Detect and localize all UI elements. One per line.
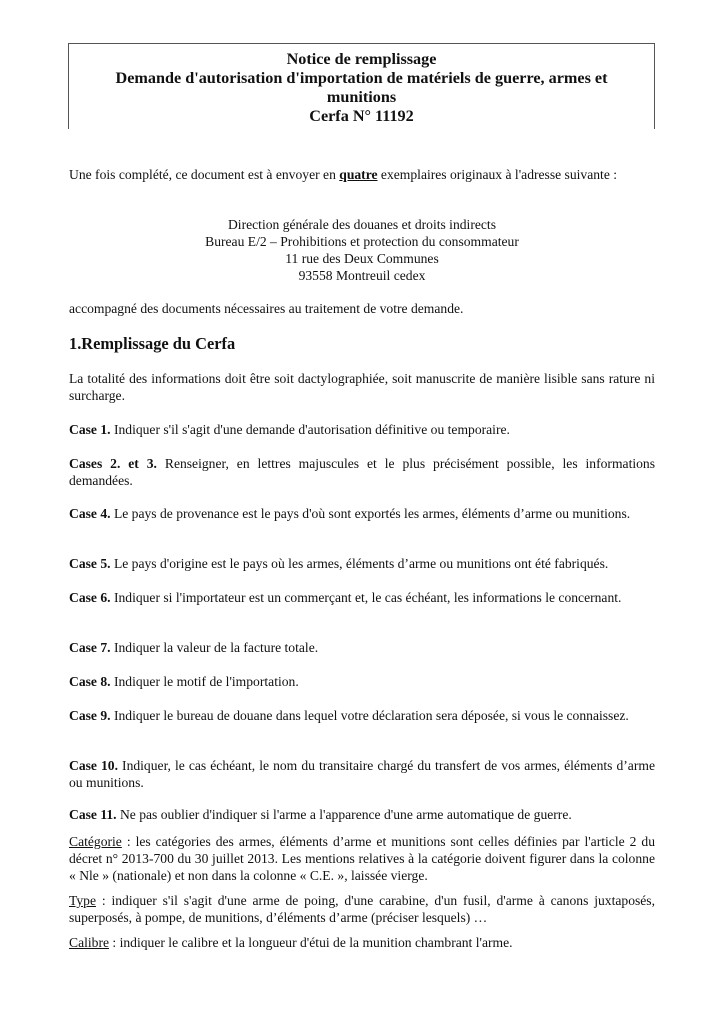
case-item: Case 11. Ne pas oublier d'indiquer si l'arme a l'apparence d'une arme automatique de guerre.: [69, 807, 572, 822]
case-item: Case 10. Indiquer, le cas échéant, le nom du transitaire chargé du transfert de vos armes, éléments d’arme ou munitions.: [69, 758, 655, 790]
section-title: 1.Remplissage du Cerfa: [69, 334, 236, 353]
case-item: Case 1. Indiquer s'il s'agit d'une demande d'autorisation définitive ou temporaire.: [69, 422, 510, 437]
header-subtitle-cont: munitions: [326, 88, 397, 106]
case-item: Case 9. Indiquer le bureau de douane dans lequel votre déclaration sera déposée, si vous le connaissez.: [69, 708, 629, 723]
section-intro: La totalité des informations doit être soit dactylographiée, soit manuscrite de manière lisible sans rature ni surcharge.: [69, 371, 655, 403]
case-item: Case 6. Indiquer si l'importateur est un commerçant et, le cas échéant, les informations le concernant.: [69, 590, 622, 605]
sub-item-calibre: Calibre : indiquer le calibre et la longueur d'étui de la munition chambrant l'arme.: [69, 935, 513, 950]
header-subtitle: Demande d'autorisation d'importation de matériels de guerre, armes et: [115, 69, 608, 87]
quatre-emphasis: quatre: [339, 167, 378, 182]
case-item: Case 4. Le pays de provenance est le pays d'où sont exportés les armes, éléments d’arme ou munitions.: [69, 506, 631, 521]
address-line: 11 rue des Deux Communes: [285, 251, 439, 266]
address-line: Direction générale des douanes et droits indirects: [227, 217, 496, 232]
sub-item-categorie: Catégorie : les catégories des armes, éléments d’arme et munitions sont celles définies par l'article 2 du décret n° 2013-700 du 30 juillet 2013. Les mentions relatives à la catégorie doivent figurer dans la colonne « Nle » (nationale) et non dans la colonne « C.E. », laissée vierge.: [69, 834, 655, 883]
case-item: Case 5. Le pays d'origine est le pays où les armes, éléments d’arme ou munitions ont été fabriqués.: [69, 556, 609, 571]
address-block: [69, 216, 655, 284]
case-item: Case 7. Indiquer la valeur de la facture totale.: [69, 640, 319, 655]
intro-paragraph: Une fois complété, ce document est à envoyer en quatre exemplaires originaux à l'adresse suivante :: [69, 167, 618, 182]
case-item: Case 8. Indiquer le motif de l'importation.: [69, 674, 299, 689]
address-line: 93558 Montreuil cedex: [298, 268, 426, 283]
header-title: Notice de remplissage: [286, 50, 437, 68]
header-box: [68, 43, 655, 129]
address-line: Bureau E/2 – Prohibitions et protection du consommateur: [205, 234, 519, 249]
sub-item-type: Type : indiquer s'il s'agit d'une arme de poing, d'une carabine, d'un fusil, d'arme à canons juxtaposés, superposés, à pompe, de munitions, d’éléments d’arme (préciser lesquels) …: [69, 893, 655, 925]
after-address-paragraph: accompagné des documents nécessaires au traitement de votre demande.: [69, 301, 464, 316]
cerfa-number: Cerfa N° 11192: [309, 107, 414, 125]
case-item: Cases 2. et 3. Renseigner, en lettres majuscules et le plus précisément possible, les informations demandées.: [69, 456, 656, 488]
